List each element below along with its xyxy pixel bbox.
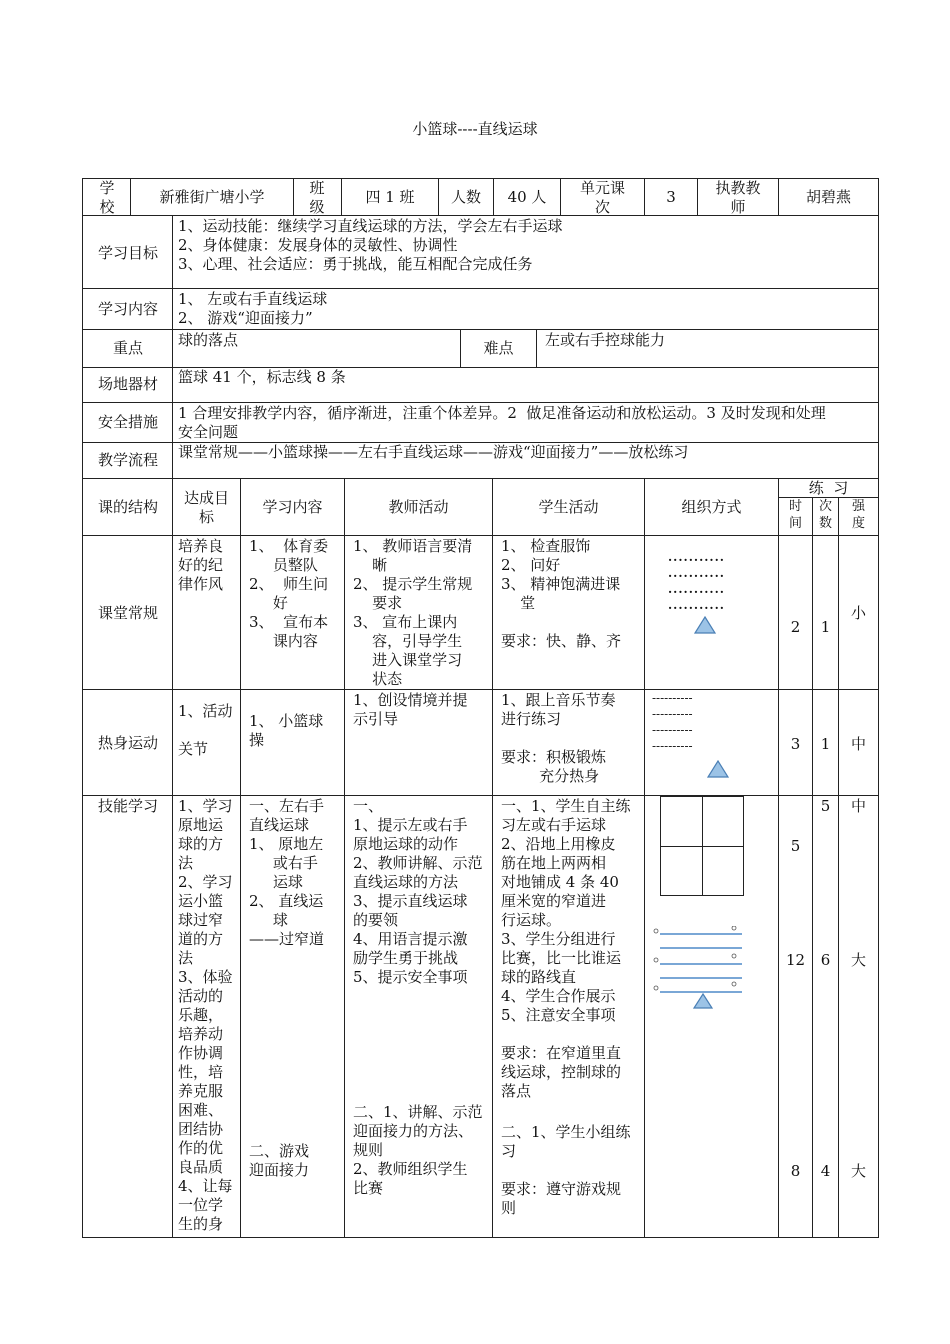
safety-label: 安全措施: [97, 413, 158, 431]
routine-target: 培养良 好的纪 律作风: [178, 537, 224, 593]
routine-teacher: 1、 教师语言要清 晰 2、 提示学生常规 要求 3、 宣布上课内 容，引导学生 进入课堂学习 状态: [353, 537, 473, 688]
section-warmup-name: 热身运动: [97, 734, 158, 752]
skill-intensity-3: 大: [850, 1162, 866, 1180]
content-label: 学习内容: [97, 300, 158, 318]
skill-teacher-1: 一、 1、提示左或右手 原地运球的动作 2、教师讲解、示范 直线运球的方法 3、提示直线运球 的要领 4、用语言提示激 励学生勇于挑战 5、提示安全事项: [353, 797, 483, 986]
goal-label: 学习目标: [97, 244, 158, 262]
skill-student-1: 一、1、学生自主练 习左或右手运球 2、沿地上用橡皮 筋在地上两两相 对地铺成 4 条 40 厘米宽的窄道进 行运球。 3、学生分组进行 比赛，比一比谁运 球的路线直 4、学生合作展示 5、注意安全事项 要求：在窄道里直 线运球，控制球的 落点: [501, 797, 631, 1100]
warmup-intensity: 中: [850, 735, 866, 753]
warmup-student: 1、跟上音乐节奏 进行练习 要求：积极锻炼 充分热身: [501, 691, 616, 785]
col-practice: 练 习: [808, 479, 849, 497]
skill-time-1: 5: [790, 837, 801, 855]
teacher-triangle-icon: [707, 760, 729, 778]
skill-learn-1: 一、左右手 直线运球 1、 原地左 或右手 运球 2、 直线运 球 ——过窄道: [249, 797, 325, 948]
unit-value: 3: [666, 188, 676, 206]
teacher-label: 执教教 师: [715, 179, 761, 216]
teacher-triangle-icon: [694, 616, 716, 634]
routine-times: 1: [820, 618, 831, 636]
key-point-label: 重点: [112, 339, 143, 357]
skill-time-3: 8: [790, 1162, 801, 1180]
class-label: 班 级: [309, 179, 325, 216]
warmup-time: 3: [790, 735, 801, 753]
skill-intensity-1: 中: [850, 797, 866, 815]
flow-text: 课堂常规——小篮球操——左右手直线运球——游戏“迎面接力”——放松练习: [178, 443, 689, 461]
skill-student-2: 二、1、学生小组练 习 要求：遵守游戏规 则: [501, 1123, 631, 1217]
skill-times-3: 4: [820, 1162, 831, 1180]
flow-label: 教学流程: [97, 451, 158, 469]
col-structure: 课的结构: [97, 498, 158, 516]
difficulty-text: 左或右手控球能力: [545, 331, 666, 349]
col-learn: 学习内容: [262, 498, 323, 516]
skill-learn-2: 二、游戏 迎面接力: [249, 1142, 310, 1179]
col-intensity: 强 度: [851, 499, 865, 531]
key-point-text: 球的落点: [178, 331, 239, 349]
equipment-text: 篮球 41 个，标志线 8 条: [178, 368, 346, 386]
routine-student: 1、 检查服饰 2、 问好 3、 精神饱满进课 堂 要求：快、静、齐: [501, 537, 622, 650]
skill-teacher-2: 二、1、讲解、示范 迎面接力的方法、 规则 2、教师组织学生 比赛: [353, 1103, 483, 1197]
page-title: 小篮球----直线运球: [412, 120, 538, 138]
col-organization: 组织方式: [681, 498, 742, 516]
warmup-times: 1: [820, 735, 831, 753]
safety-text: 1 合理安排教学内容，循序渐进，注重个体差异。2 做足准备运动和放松运动。3 及时发现和处理 安全问题: [178, 404, 826, 441]
routine-time: 2: [790, 618, 801, 636]
skill-target: 1、学习 原地运 球的方 法 2、学习 运小篮 球过窄 道的方 法 3、体验 活动的 乐趣， 培养动 作协调 性，培 养克服 困难、 团结协 作的优 良品质 4、让每 一位学 生的身: [178, 797, 233, 1233]
teacher-value: 胡碧燕: [805, 188, 851, 206]
section-routine-name: 课堂常规: [97, 604, 158, 622]
school-value: 新雅街广塘小学: [159, 188, 265, 206]
goal-text: 1、运动技能：继续学习直线运球的方法，学会左右手运球 2、身体健康：发展身体的灵敏性、协调性 3、心理、社会适应：勇于挑战，能互相配合完成任务: [178, 217, 563, 273]
content-text: 1、 左或右手直线运球 2、 游戏“迎面接力”: [178, 290, 328, 327]
skill-times-1: 5: [820, 797, 831, 815]
section-skill-name: 技能学习: [97, 797, 158, 815]
warmup-teacher: 1、创设情境并提 示引导: [353, 691, 468, 728]
warmup-target: 1、活动 关节: [178, 702, 233, 758]
routine-intensity: 小: [850, 604, 866, 622]
skill-times-2: 6: [820, 951, 831, 969]
col-times: 次 数: [818, 499, 832, 531]
class-value: 四 1 班: [365, 188, 415, 206]
equipment-label: 场地器材: [97, 375, 158, 393]
col-teacher: 教师活动: [388, 498, 449, 516]
count-value: 40 人: [507, 188, 547, 206]
teacher-triangle-icon: [694, 994, 712, 1008]
unit-label: 单元课 次: [579, 179, 625, 216]
col-time: 时 间: [788, 499, 802, 531]
col-student: 学生活动: [538, 498, 599, 516]
warmup-learn: 1、 小篮球 操: [249, 712, 324, 749]
routine-learn: 1、 体育委 员整队 2、 师生问 好 3、 宣布本 课内容: [249, 537, 329, 650]
count-label: 人数: [450, 188, 481, 206]
lanes-icon: [650, 926, 750, 1010]
col-target: 达成目 标: [183, 489, 229, 526]
difficulty-label: 难点: [483, 339, 514, 357]
skill-time-2: 12: [785, 951, 806, 969]
school-label: 学 校: [99, 179, 115, 216]
skill-intensity-2: 大: [850, 951, 866, 969]
